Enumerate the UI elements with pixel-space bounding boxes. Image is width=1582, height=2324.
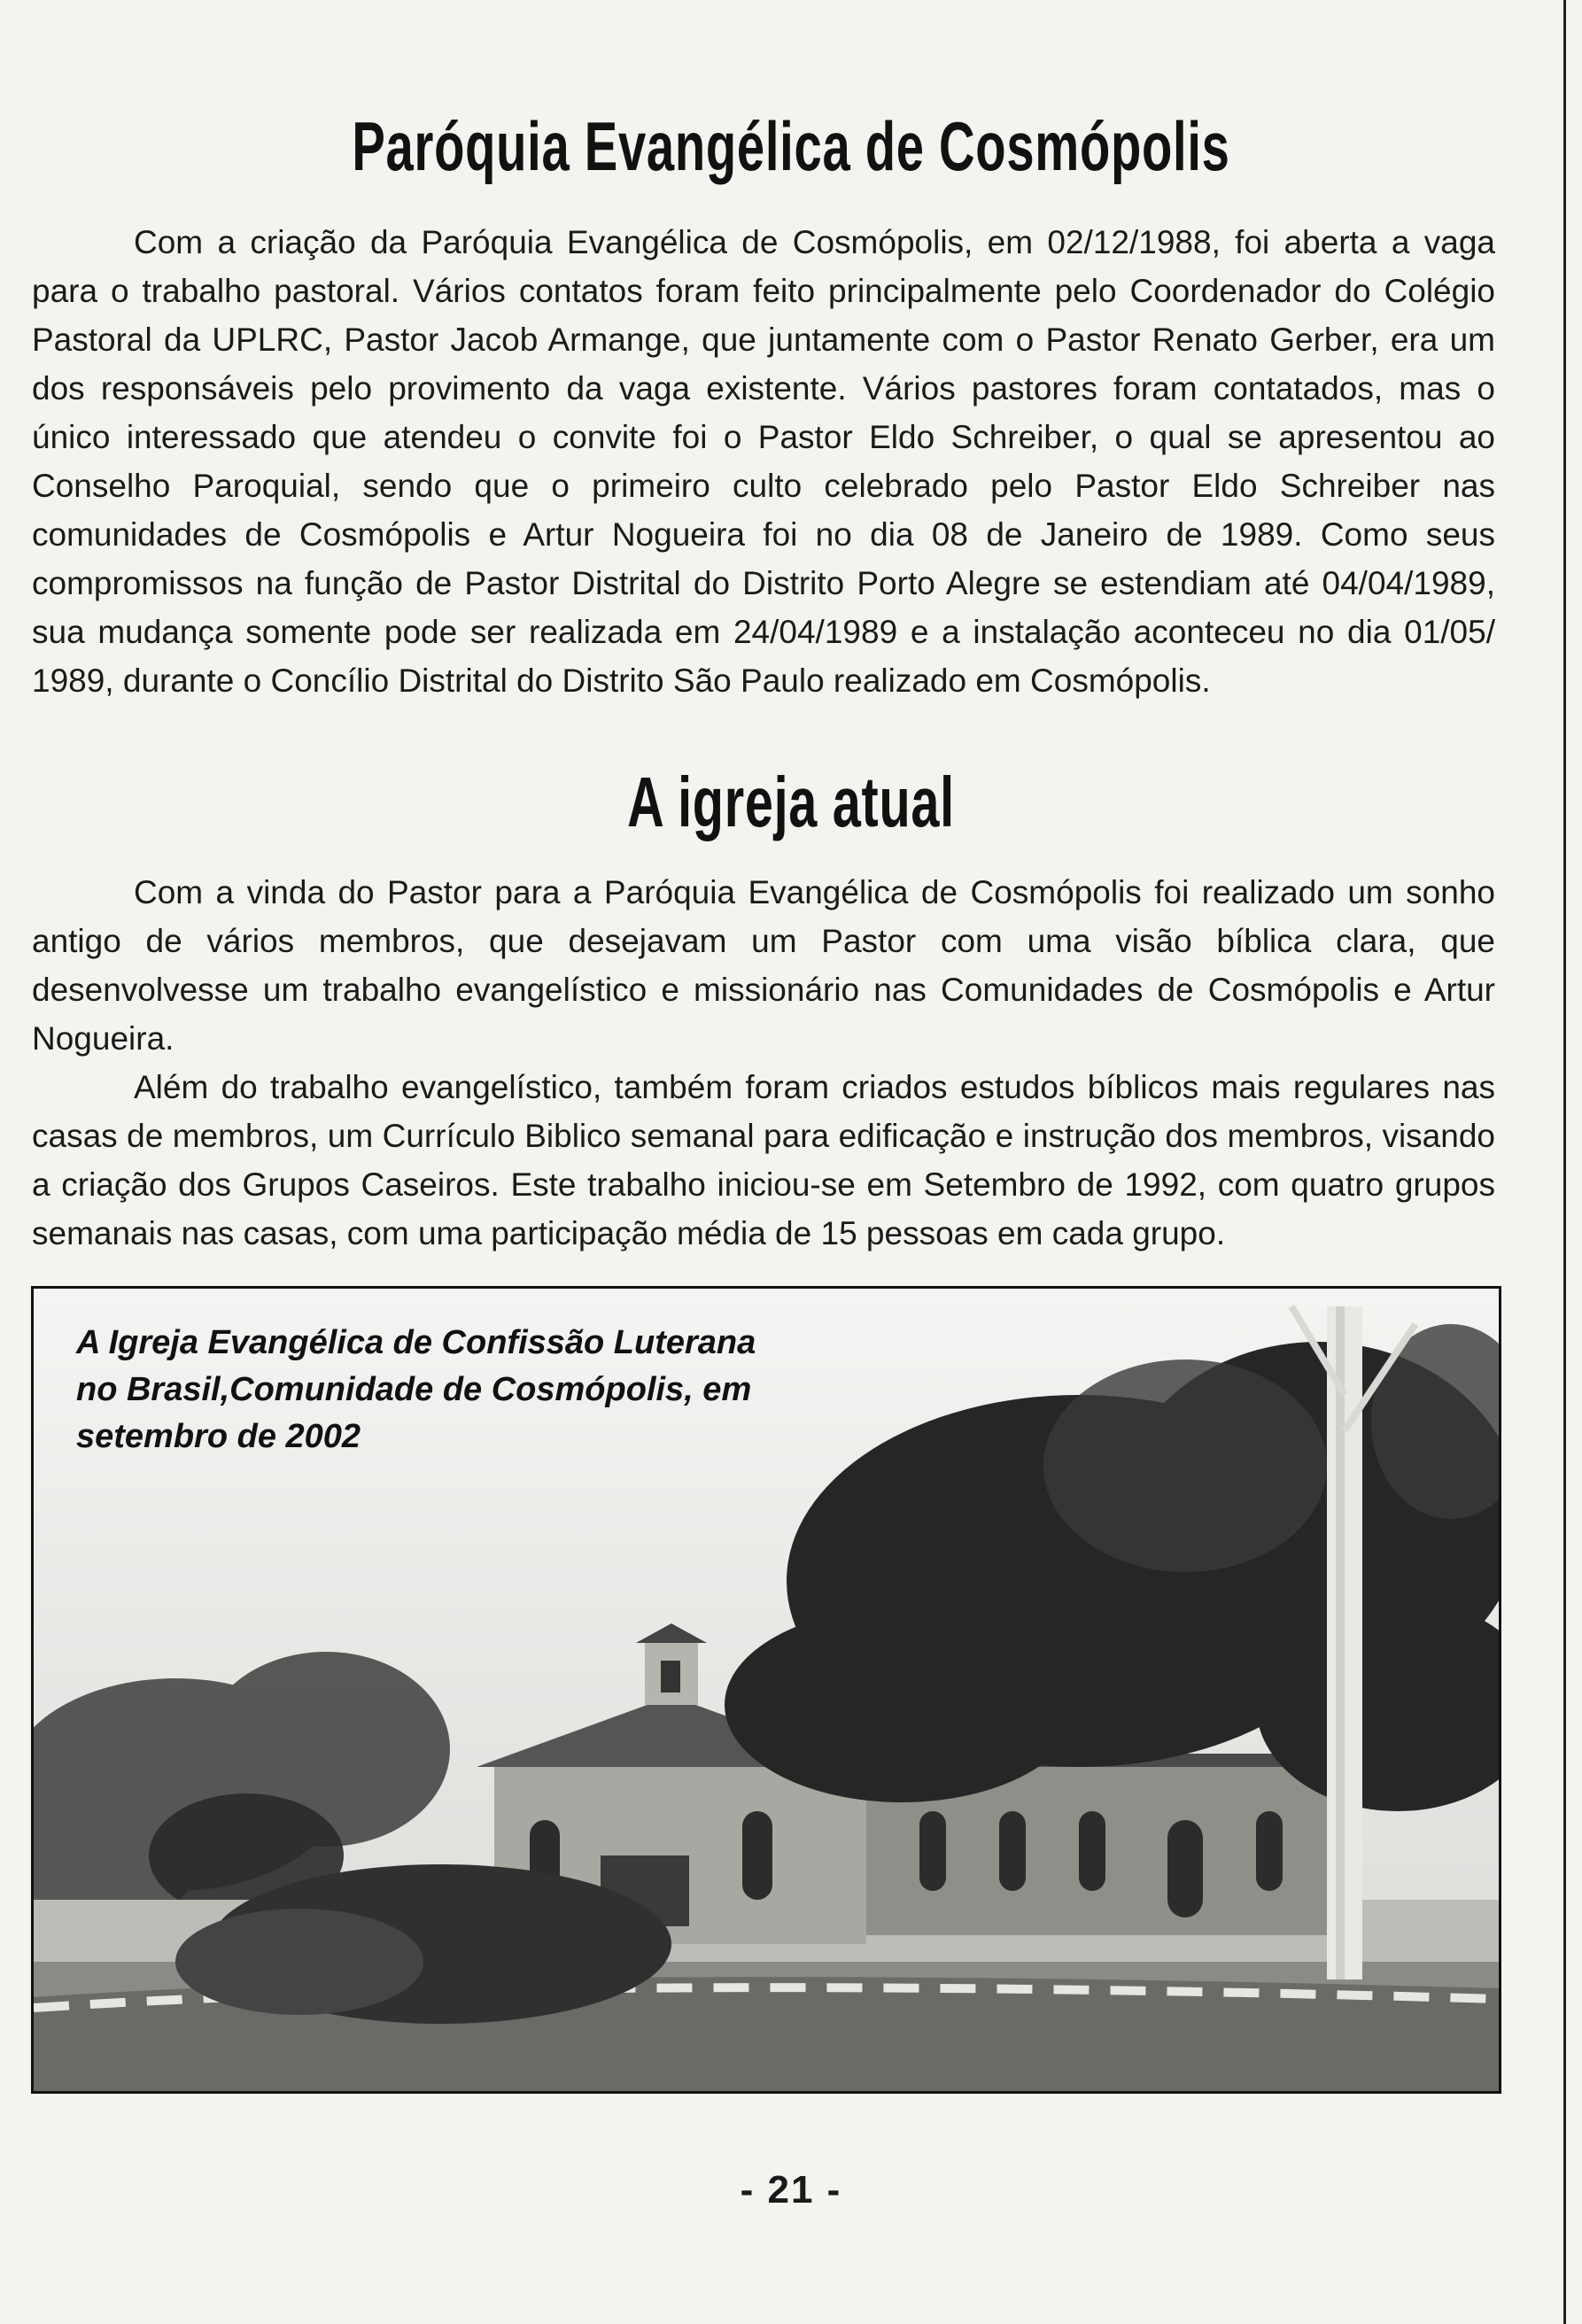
page-edge-line [1563,0,1566,2324]
section-title-igreja-atual: A igreja atual [627,763,955,841]
paragraph: Com a vinda do Pastor para a Paróquia Evangélica de Cosmópolis foi realizado um sonho antigo de vários membros, que desejavam um Pastor com uma visão bíblica clara, que desenvolvesse um trabalho evangelístico e missionário nas Comunidades de Cosmópolis e Artur Nogueira. [32,874,1495,1057]
paragraph: Com a criação da Paróquia Evangélica de Cosmópolis, em 02/12/1988, foi aberta a vaga para o trabalho pastoral. Vários contatos foram feito principalmente pelo Coordenador do Colégio Pastoral da UPLRC, Pastor Jacob Armange, que juntamente com o Pastor Renato Gerber, era um dos responsáveis pelo provimento da vaga existente. Vários pastores foram contatados, mas o único interessado que atendeu o convite foi o Pastor Eldo Schreiber, o qual se apresentou ao Conselho Paroquial, sendo que o primeiro culto celebrado pelo Pastor Eldo Schreiber nas comunidades de Cosmópolis e Artur Nogueira foi no dia 08 de Janeiro de 1989. Como seus compromissos na função de Pastor Distrital do Distrito Porto Alegre se estendiam até 04/04/1989, sua mudança somente pode ser realizada em 24/04/1989 e a instalação aconteceu no dia 01/05/ 1989, durante o Concílio Distrital do Distrito São Paulo realizado em Cosmópolis. [32,224,1495,699]
caption-line: A Igreja Evangélica de Confissão Luterana [76,1324,756,1361]
paragraph: Além do trabalho evangelístico, também foram criados estudos bíblicos mais regulares nas casas de membros, um Currículo Biblico semanal para edificação e instrução dos membros, visando a criação dos Grupos Caseiros. Este trabalho iniciou-se em Setembro de 1992, com quatro grupos semanais nas casas, com uma participação média de 15 pessoas em cada grupo. [32,1069,1495,1251]
section-title-paroquia: Paróquia Evangélica de Cosmópolis [352,107,1230,185]
photo-caption [76,1320,873,1460]
caption-line: no Brasil,Comunidade de Cosmópolis, em [76,1371,752,1408]
church-photo [31,1286,1501,2094]
page-number: - 21 - [740,2168,842,2212]
caption-line: setembro de 2002 [76,1418,361,1455]
section-body-paroquia [32,218,1495,705]
section-body-igreja-atual [32,868,1495,1258]
